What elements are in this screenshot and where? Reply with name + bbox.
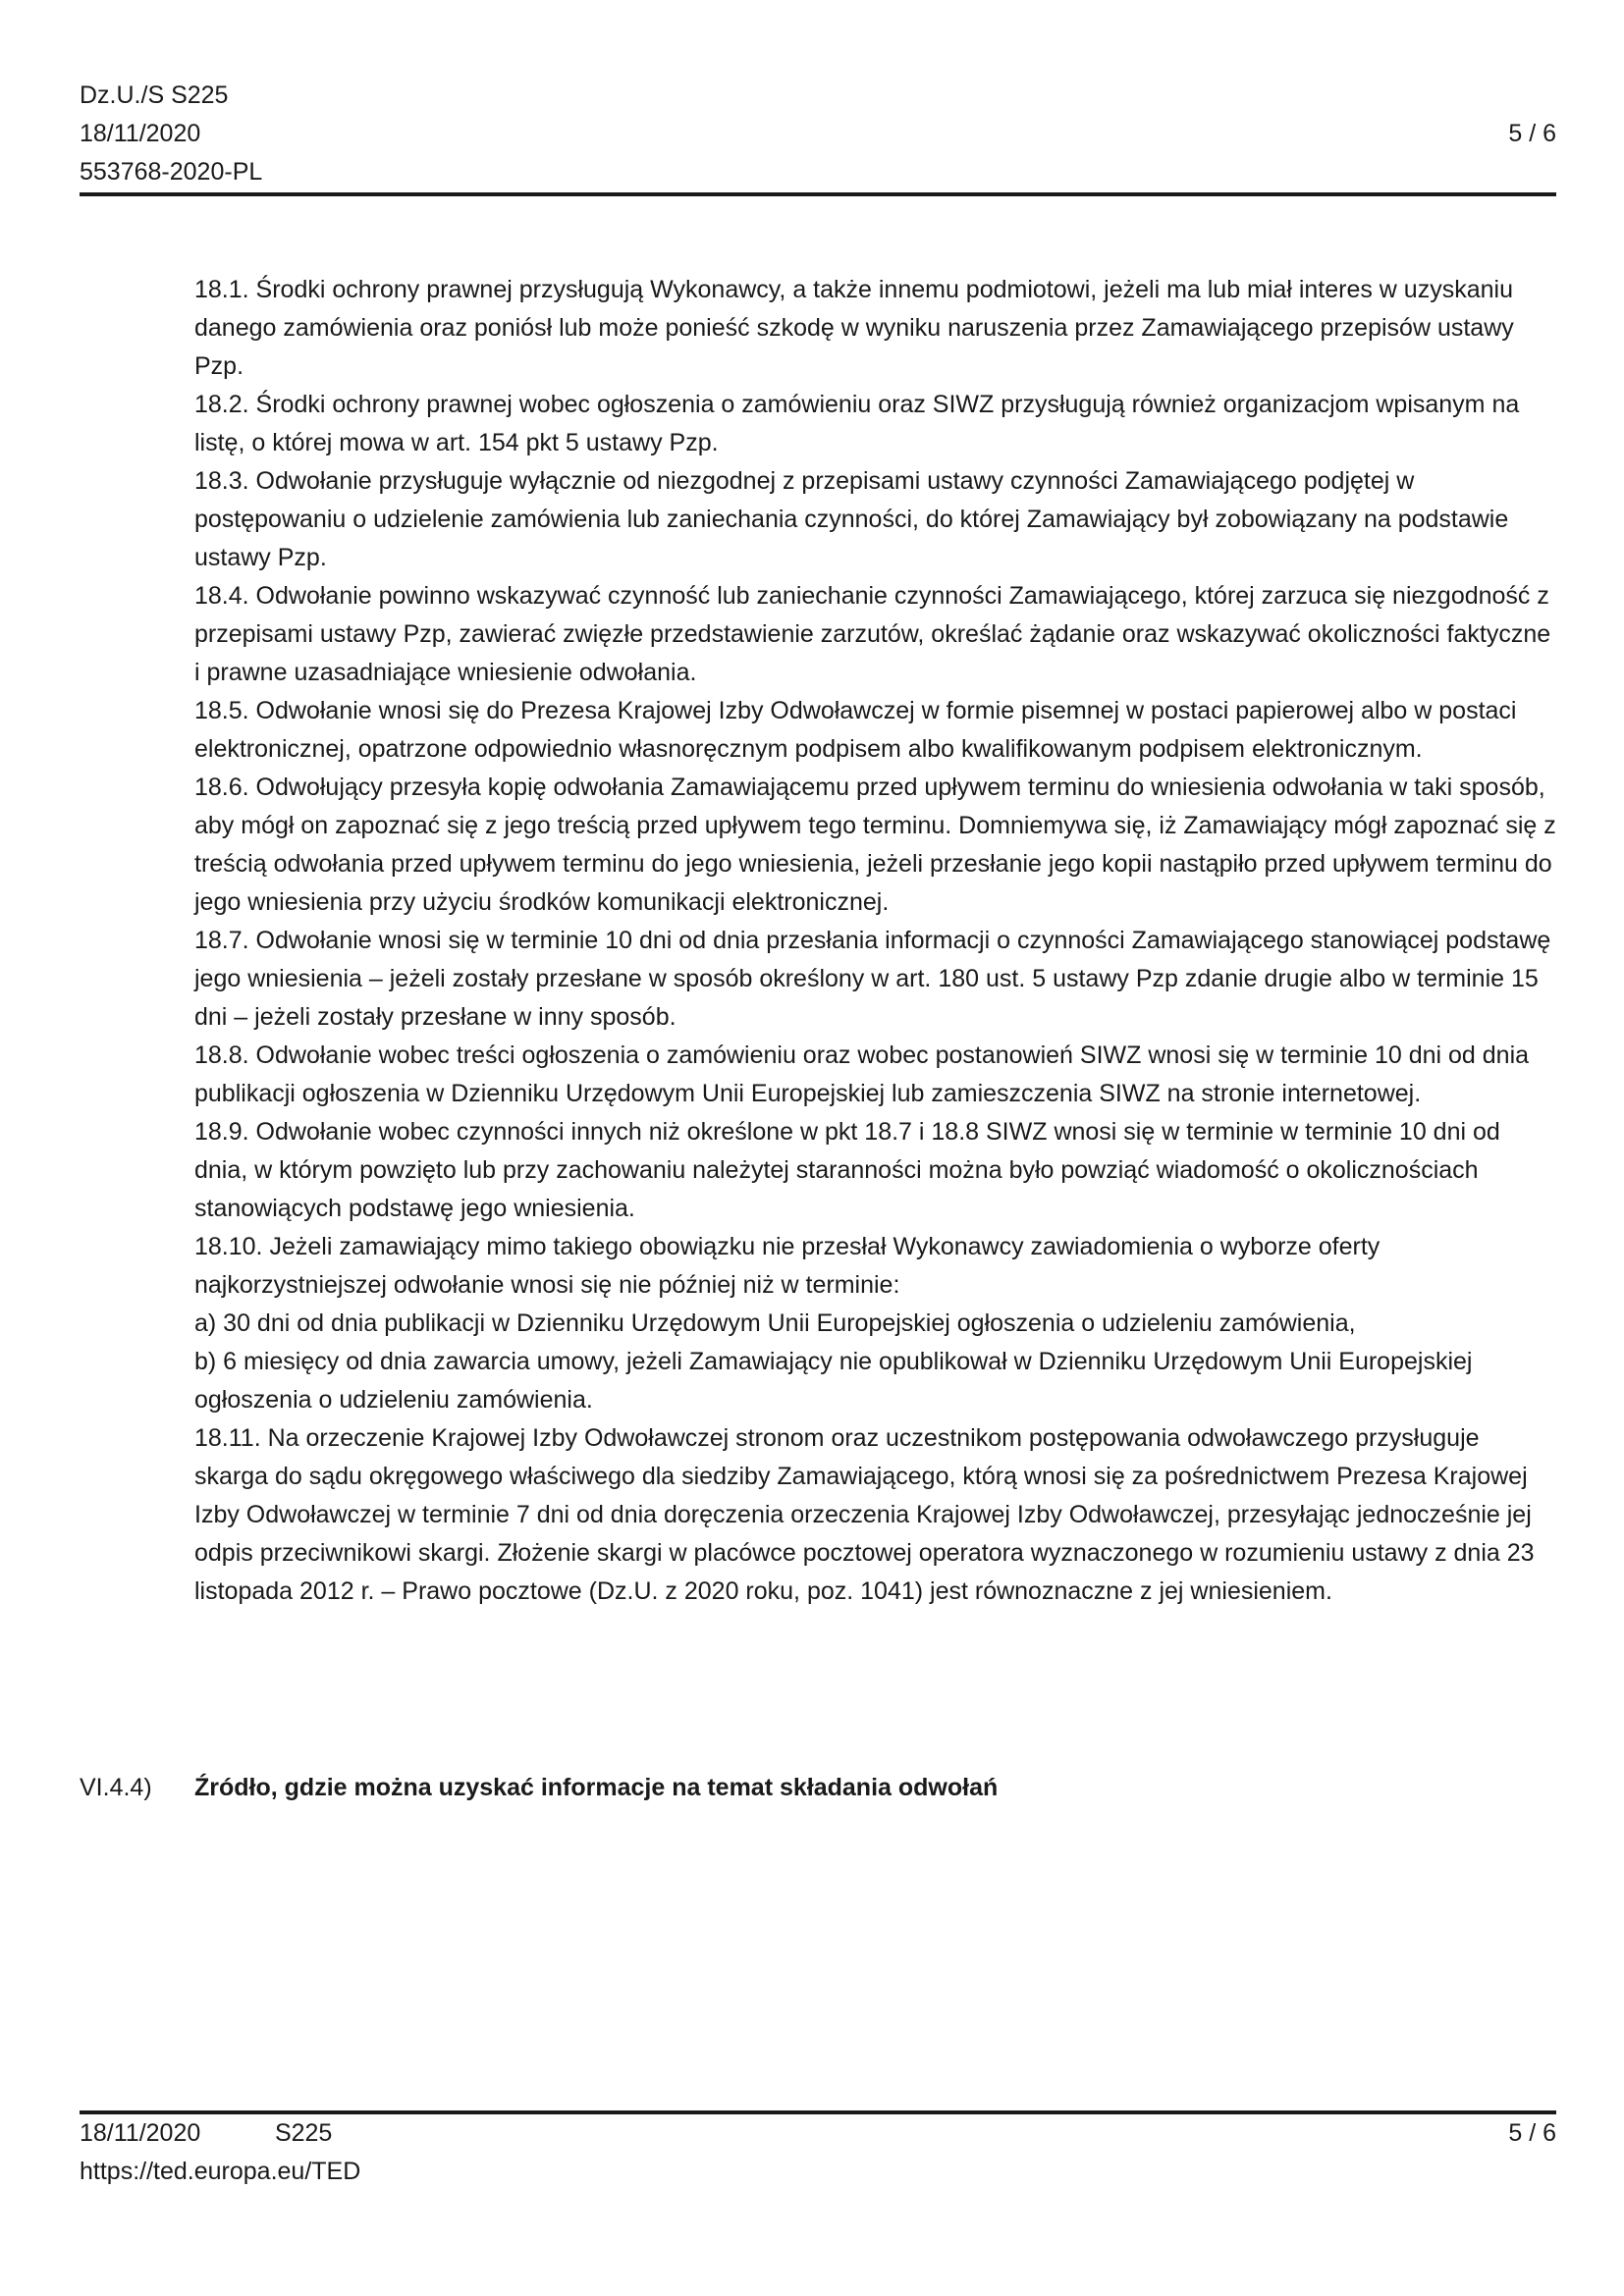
paragraph-18-10-b: b) 6 miesięcy od dnia zawarcia umowy, jeżeli Zamawiający nie opublikował w Dzienniku Urzędowym Unii Europejskiej ogłoszenia o udzieleniu zamówienia. bbox=[194, 1348, 1473, 1414]
section-number: VI.4.4) bbox=[80, 1774, 152, 1801]
paragraph-18-2: 18.2. Środki ochrony prawnej wobec ogłoszenia o zamówieniu oraz SIWZ przysługują również organizacjom wpisanym na listę, o której mowa w art. 154 pkt 5 ustawy Pzp. bbox=[194, 391, 1520, 456]
paragraph-18-6: 18.6. Odwołujący przesyła kopię odwołania Zamawiającemu przed upływem terminu do wniesienia odwołania w taki sposób, aby mógł on zapoznać się z jego treścią przed upływem tego terminu. Domniemywa się, iż Zamawiający mógł zapoznać się z treścią odwołania przed upływem terminu do jego wniesienia, jeżeli przesłanie jego kopii nastąpiło przed upływem terminu do jego wniesienia przy użyciu środków komunikacji elektronicznej. bbox=[194, 774, 1556, 916]
footer-meta bbox=[80, 2114, 1556, 2153]
paragraph-18-10-a: a) 30 dni od dnia publikacji w Dzienniku Urzędowym Unii Europejskiej ogłoszenia o udzieleniu zamówienia, bbox=[194, 1309, 1356, 1337]
notice-id: 553768-2020-PL bbox=[80, 158, 263, 186]
paragraph-18-3: 18.3. Odwołanie przysługuje wyłącznie od niezgodnej z przepisami ustawy czynności Zamawiającego podjętej w postępowaniu o udzielenie zamówienia lub zaniechania czynności, do której Zamawiający był zobowiązany na podstawie ustawy Pzp. bbox=[194, 467, 1509, 571]
footer-page-number: 5 / 6 bbox=[1508, 2119, 1556, 2147]
paragraph-18-4: 18.4. Odwołanie powinno wskazywać czynność lub zaniechanie czynności Zamawiającego, której zarzuca się niezgodność z przepisami ustawy Pzp, zawierać zwięzłe przedstawienie zarzutów, określać żądanie oraz wskazywać okoliczności faktyczne i prawne uzasadniające wniesienie odwołania. bbox=[194, 582, 1551, 686]
paragraph-18-5: 18.5. Odwołanie wnosi się do Prezesa Krajowej Izby Odwoławczej w formie pisemnej w postaci papierowej albo w postaci elektronicznej, opatrzone odpowiednio własnoręcznym podpisem albo kwalifikowanym podpisem elektronicznym. bbox=[194, 697, 1517, 763]
paragraph-18-7: 18.7. Odwołanie wnosi się w terminie 10 dni od dnia przesłania informacji o czynności Zamawiającego stanowiącej podstawę jego wniesienia – jeżeli zostały przesłane w sposób określony w art. 180 ust. 5 ustawy Pzp zdanie drugie albo w terminie 15 dni – jeżeli zostały przesłane w inny sposób. bbox=[194, 927, 1551, 1031]
footer-issue: S225 bbox=[274, 2119, 333, 2147]
page-header bbox=[80, 77, 1556, 191]
header-page-number: 5 / 6 bbox=[1508, 120, 1556, 147]
section-title: Źródło, gdzie można uzyskać informacje na temat składania odwołań bbox=[194, 1774, 999, 1801]
paragraph-18-8: 18.8. Odwołanie wobec treści ogłoszenia o zamówieniu oraz wobec postanowień SIWZ wnosi się w terminie 10 dni od dnia publikacji ogłoszenia w Dzienniku Urzędowym Unii Europejskiej lub zamieszczenia SIWZ na stronie internetowej. bbox=[194, 1041, 1530, 1107]
footer-url: https://ted.europa.eu/TED bbox=[80, 2158, 361, 2185]
body-text bbox=[194, 271, 1559, 1611]
journal-reference: Dz.U./S S225 bbox=[80, 81, 229, 109]
paragraph-18-11: 18.11. Na orzeczenie Krajowej Izby Odwoławczej stronom oraz uczestnikom postępowania odwoławczego przysługuje skarga do sądu okręgowego właściwego dla siedziby Zamawiającego, którą wnosi się za pośrednictwem Prezesa Krajowej Izby Odwoławczej w terminie 7 dni od dnia doręczenia orzeczenia Krajowej Izby Odwoławczej, przesyłając jednocześnie jej odpis przeciwnikowi skargi. Złożenie skargi w placówce pocztowej operatora wyznaczonego w rozumieniu ustawy z dnia 23 listopada 2012 r. – Prawo pocztowe (Dz.U. z 2020 roku, poz. 1041) jest równoznaczne z jej wniesieniem. bbox=[194, 1424, 1535, 1605]
header-date: 18/11/2020 bbox=[80, 120, 201, 147]
header-divider bbox=[80, 192, 1556, 196]
paragraph-18-1: 18.1. Środki ochrony prawnej przysługują Wykonawcy, a także innemu podmiotowi, jeżeli ma lub miał interes w uzyskaniu danego zamówienia oraz poniósł lub może ponieść szkodę w wyniku naruszenia przez Zamawiającego przepisów ustawy Pzp. bbox=[194, 276, 1514, 380]
paragraph-18-10: 18.10. Jeżeli zamawiający mimo takiego obowiązku nie przesłał Wykonawcy zawiadomienia o wyborze oferty najkorzystniejszej odwołanie wnosi się nie później niż w terminie: bbox=[194, 1233, 1380, 1299]
footer-date: 18/11/2020 bbox=[80, 2119, 201, 2147]
header-meta bbox=[80, 77, 1556, 191]
paragraph-18-9: 18.9. Odwołanie wobec czynności innych niż określone w pkt 18.7 i 18.8 SIWZ wnosi się w terminie w terminie 10 dni od dnia, w którym powzięto lub przy zachowaniu należytej staranności można było powziąć wiadomość o okolicznościach stanowiących podstawę jego wniesienia. bbox=[194, 1118, 1500, 1222]
page-footer bbox=[80, 2114, 1556, 2191]
